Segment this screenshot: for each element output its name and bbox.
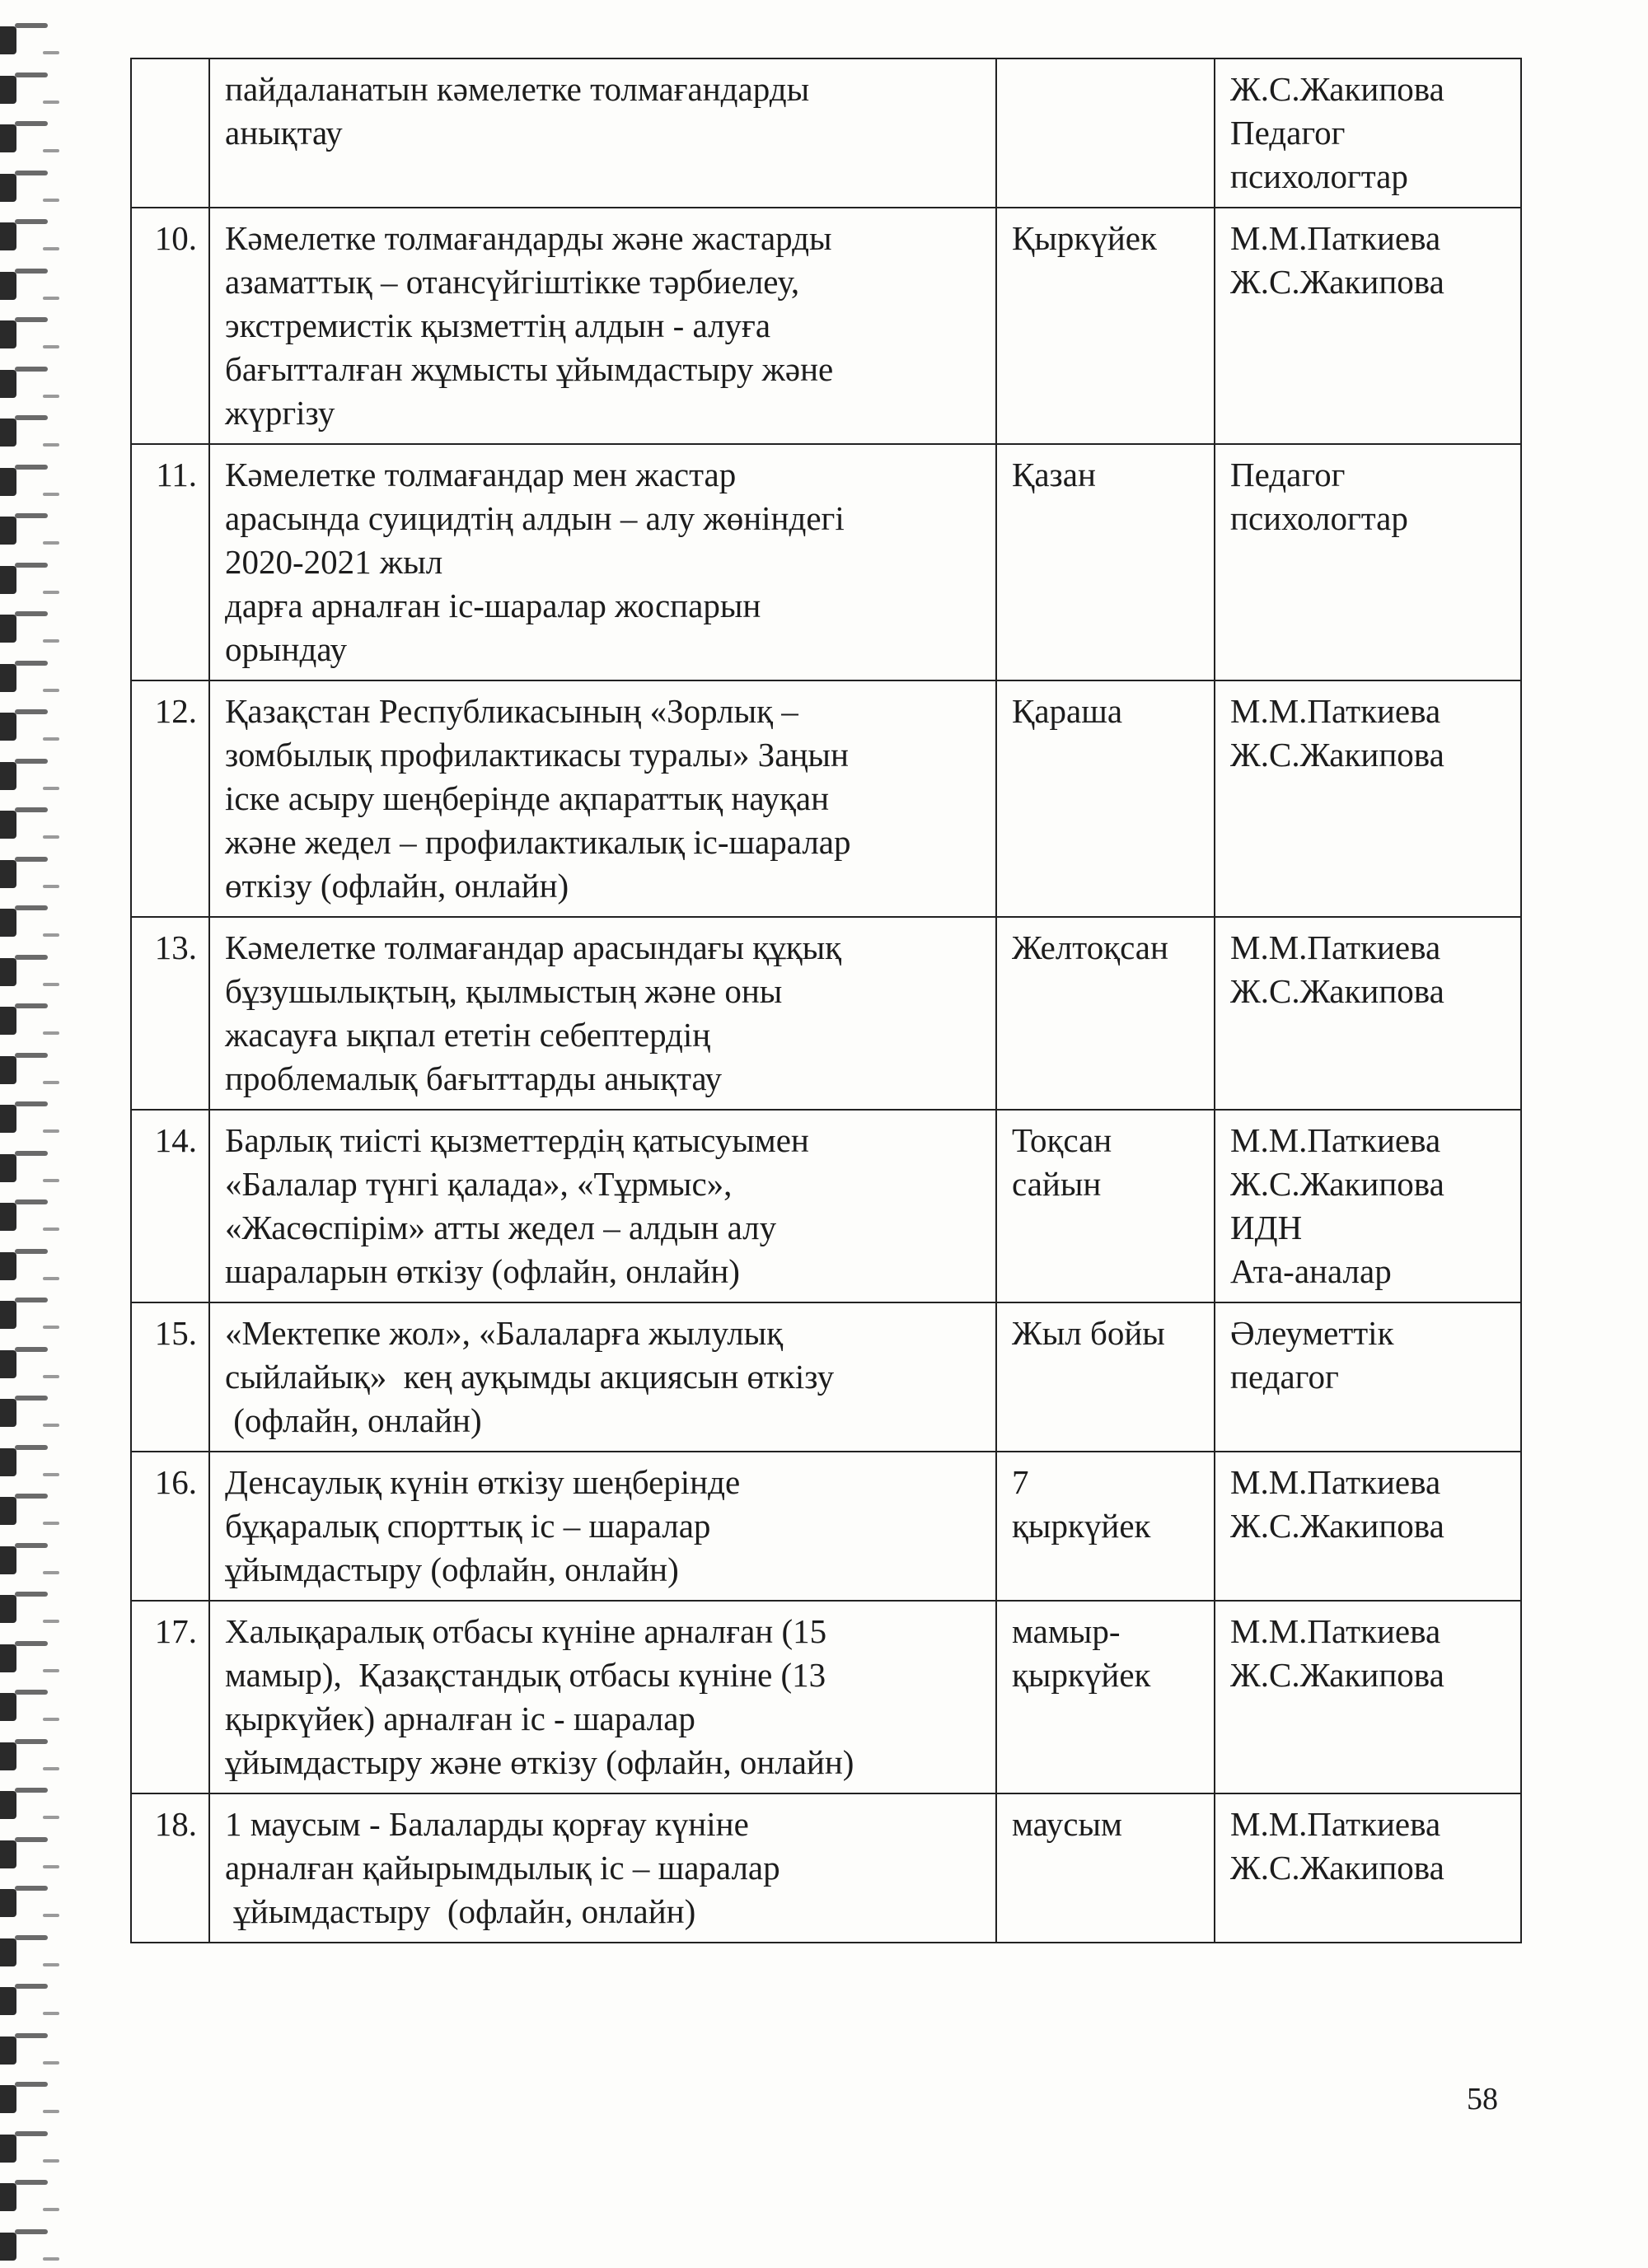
event-cell-line: Қазақстан Республикасының «Зорлық – [225, 692, 798, 730]
date-cell-line: қыркүйек [1012, 1507, 1151, 1545]
table-row [131, 917, 1521, 1110]
responsible-cell-line: Ж.С.Жакипова [1230, 1165, 1444, 1203]
row-number: 13. [131, 917, 209, 1110]
binding-ring [0, 1494, 51, 1530]
date-cell [996, 1452, 1215, 1601]
binding-ring [0, 611, 51, 648]
row-number: 15. [131, 1302, 209, 1452]
date-cell [996, 444, 1215, 680]
event-cell [209, 1793, 996, 1943]
table-row [131, 58, 1521, 208]
responsible-cell-line: Ж.С.Жакипова [1230, 972, 1444, 1010]
event-cell-line: (офлайн, онлайн) [225, 1401, 482, 1439]
event-cell-line: Барлық тиісті қызметтердің қатысуымен [225, 1121, 809, 1159]
date-cell-line: мамыр- [1012, 1612, 1121, 1650]
event-cell-line: ұйымдастыру (офлайн, онлайн) [225, 1892, 696, 1930]
binding-ring [0, 1739, 51, 1775]
binding-ring [0, 415, 51, 451]
responsible-cell [1215, 58, 1521, 208]
date-cell-line: Қыркүйек [1012, 219, 1157, 257]
event-cell-line: бағытталған жұмысты ұйымдастыру және [225, 350, 834, 388]
event-cell-line: және жедел – профилактикалық іс-шаралар [225, 823, 851, 861]
binding-ring [0, 2229, 51, 2266]
date-cell [996, 208, 1215, 444]
event-cell-line: жүргізу [225, 394, 335, 432]
responsible-cell-line: М.М.Паткиева [1230, 928, 1441, 966]
responsible-cell-line: М.М.Паткиева [1230, 1121, 1441, 1159]
binding-ring [0, 905, 51, 942]
row-number: 12. [131, 680, 209, 917]
binding-ring [0, 1984, 51, 2020]
event-cell-line: іске асыру шеңберінде ақпараттық науқан [225, 779, 830, 817]
responsible-cell-line: Ж.С.Жакипова [1230, 736, 1444, 774]
binding-ring [0, 2180, 51, 2216]
event-cell-line: қыркүйек) арналған іс - шаралар [225, 1700, 695, 1737]
responsible-cell [1215, 444, 1521, 680]
event-cell [209, 208, 996, 444]
binding-ring [0, 2082, 51, 2118]
event-cell [209, 1452, 996, 1601]
event-cell [209, 680, 996, 917]
binding-ring [0, 121, 51, 157]
document-table-wrapper [130, 58, 1520, 1943]
event-cell-line: «Мектепке жол», «Балаларға жылулық [225, 1314, 784, 1352]
date-cell [996, 58, 1215, 208]
binding-ring [0, 709, 51, 746]
event-cell-line: ұйымдастыру (офлайн, онлайн) [225, 1550, 679, 1588]
event-cell [209, 1110, 996, 1302]
date-cell-line: Қазан [1012, 456, 1096, 493]
table-row [131, 1302, 1521, 1452]
event-cell-line: арасында суицидтің алдын – алу жөніндегі [225, 499, 845, 537]
date-cell [996, 1110, 1215, 1302]
date-cell-line: қыркүйек [1012, 1656, 1151, 1694]
responsible-cell-line: М.М.Паткиева [1230, 692, 1441, 730]
event-cell-line: Кәмелетке толмағандар арасындағы құқық [225, 928, 842, 966]
responsible-cell-line: М.М.Паткиева [1230, 1612, 1441, 1650]
row-number: 16. [131, 1452, 209, 1601]
event-cell-line: ұйымдастыру және өткізу (офлайн, онлайн) [225, 1743, 854, 1781]
row-number: 18. [131, 1793, 209, 1943]
plan-table [130, 58, 1522, 1943]
responsible-cell-line: Ж.С.Жакипова [1230, 1849, 1444, 1887]
row-number [131, 58, 209, 208]
event-cell-line: дарға арналған іс-шаралар жоспарын [225, 587, 761, 624]
binding-ring [0, 269, 51, 305]
binding-ring [0, 317, 51, 353]
date-cell-line: Тоқсан [1012, 1121, 1112, 1159]
binding-ring [0, 1003, 51, 1040]
binding-ring [0, 1151, 51, 1187]
binding-ring [0, 1837, 51, 1873]
responsible-cell [1215, 1601, 1521, 1793]
date-cell-line: Жыл бойы [1012, 1314, 1165, 1352]
binding-ring [0, 857, 51, 893]
spiral-binding [0, 0, 74, 2268]
row-number: 14. [131, 1110, 209, 1302]
responsible-cell-line: М.М.Паткиева [1230, 1805, 1441, 1843]
date-cell-line: 7 [1012, 1463, 1029, 1501]
binding-ring [0, 171, 51, 207]
responsible-cell-line: Ж.С.Жакипова [1230, 1656, 1444, 1694]
date-cell-line: маусым [1012, 1805, 1122, 1843]
responsible-cell-line: психологтар [1230, 157, 1408, 195]
responsible-cell-line: ИДН [1230, 1209, 1303, 1246]
date-cell [996, 1302, 1215, 1452]
table-row [131, 1601, 1521, 1793]
row-number: 10. [131, 208, 209, 444]
event-cell-line: 2020-2021 жыл [225, 543, 443, 581]
responsible-cell [1215, 208, 1521, 444]
binding-ring [0, 23, 51, 59]
responsible-cell-line: Ж.С.Жакипова [1230, 263, 1444, 301]
event-cell-line: орындау [225, 630, 347, 668]
event-cell-line: Халықаралық отбасы күніне арналған (15 [225, 1612, 827, 1650]
event-cell-line: шараларын өткізу (офлайн, онлайн) [225, 1252, 740, 1290]
binding-ring [0, 1886, 51, 1922]
event-cell [209, 917, 996, 1110]
date-cell-line: сайын [1012, 1165, 1102, 1203]
table-row [131, 208, 1521, 444]
responsible-cell-line: Педагог [1230, 114, 1346, 152]
binding-ring [0, 2033, 51, 2069]
event-cell-line: «Жасөспірім» атты жедел – алдын алу [225, 1209, 777, 1246]
event-cell-line: сыйлайық» кең ауқымды акциясын өткізу [225, 1358, 835, 1396]
binding-ring [0, 1935, 51, 1971]
event-cell-line: мамыр), Қазақстандық отбасы күніне (13 [225, 1656, 826, 1694]
binding-ring [0, 465, 51, 501]
event-cell-line: арналған қайырымдылық іс – шаралар [225, 1849, 780, 1887]
page-number: 58 [1467, 2082, 1498, 2116]
date-cell [996, 1601, 1215, 1793]
table-row [131, 1793, 1521, 1943]
binding-ring [0, 1053, 51, 1089]
responsible-cell-line: Ата-аналар [1230, 1252, 1392, 1290]
binding-ring [0, 563, 51, 599]
binding-ring [0, 807, 51, 844]
binding-ring [0, 759, 51, 795]
date-cell [996, 1793, 1215, 1943]
responsible-cell-line: М.М.Паткиева [1230, 1463, 1441, 1501]
responsible-cell-line: Ж.С.Жакипова [1230, 70, 1444, 108]
binding-ring [0, 513, 51, 549]
binding-ring [0, 1788, 51, 1824]
binding-ring [0, 1543, 51, 1579]
date-cell-line: Қараша [1012, 692, 1123, 730]
responsible-cell [1215, 917, 1521, 1110]
event-cell-line: проблемалық бағыттарды анықтау [225, 1059, 723, 1097]
event-cell-line: экстремистік қызметтің алдын - алуға [225, 306, 771, 344]
responsible-cell [1215, 1110, 1521, 1302]
event-cell-line: зомбылық профилактикасы туралы» Заңын [225, 736, 849, 774]
row-number: 17. [131, 1601, 209, 1793]
event-cell-line: өткізу (офлайн, онлайн) [225, 867, 569, 905]
event-cell-line: бұзушылықтың, қылмыстың және оны [225, 972, 783, 1010]
responsible-cell-line: Педагог [1230, 456, 1346, 493]
binding-ring [0, 1592, 51, 1628]
binding-ring [0, 219, 51, 255]
binding-ring [0, 1249, 51, 1285]
binding-ring [0, 72, 51, 109]
responsible-cell-line: Әлеуметтік [1230, 1314, 1394, 1352]
row-number: 11. [131, 444, 209, 680]
binding-ring [0, 1298, 51, 1334]
responsible-cell-line: педагог [1230, 1358, 1339, 1396]
event-cell-line: 1 маусым - Балаларды қорғау күніне [225, 1805, 749, 1843]
table-row [131, 680, 1521, 917]
event-cell-line: бұқаралық спорттық іс – шаралар [225, 1507, 711, 1545]
responsible-cell-line: Ж.С.Жакипова [1230, 1507, 1444, 1545]
responsible-cell-line: М.М.Паткиева [1230, 219, 1441, 257]
binding-ring [0, 1199, 51, 1236]
date-cell-line: Желтоқсан [1012, 928, 1168, 966]
event-cell-line: Кәмелетке толмағандарды және жастарды [225, 219, 832, 257]
table-row [131, 1110, 1521, 1302]
event-cell-line: Денсаулық күнін өткізу шеңберінде [225, 1463, 741, 1501]
binding-ring [0, 661, 51, 697]
event-cell [209, 58, 996, 208]
binding-ring [0, 1101, 51, 1138]
event-cell-line: «Балалар түнгі қалада», «Тұрмыс», [225, 1165, 733, 1203]
plan-table-body [131, 58, 1521, 1943]
responsible-cell [1215, 1452, 1521, 1601]
event-cell [209, 1601, 996, 1793]
event-cell [209, 1302, 996, 1452]
binding-ring [0, 367, 51, 403]
event-cell-line: анықтау [225, 114, 343, 152]
event-cell-line: азаматтық – отансүйгіштікке тәрбиелеу, [225, 263, 800, 301]
responsible-cell [1215, 1793, 1521, 1943]
binding-ring [0, 1445, 51, 1481]
event-cell [209, 444, 996, 680]
binding-ring [0, 955, 51, 991]
binding-ring [0, 1347, 51, 1383]
table-row [131, 444, 1521, 680]
responsible-cell-line: психологтар [1230, 499, 1408, 537]
table-row [131, 1452, 1521, 1601]
binding-ring [0, 2131, 51, 2167]
responsible-cell [1215, 1302, 1521, 1452]
binding-ring [0, 1396, 51, 1432]
date-cell [996, 917, 1215, 1110]
event-cell-line: Кәмелетке толмағандар мен жастар [225, 456, 737, 493]
date-cell [996, 680, 1215, 917]
event-cell-line: пайдаланатын кәмелетке толмағандарды [225, 70, 810, 108]
event-cell-line: жасауға ықпал ететін себептердің [225, 1016, 711, 1054]
binding-ring [0, 1690, 51, 1726]
binding-ring [0, 1641, 51, 1677]
responsible-cell [1215, 680, 1521, 917]
